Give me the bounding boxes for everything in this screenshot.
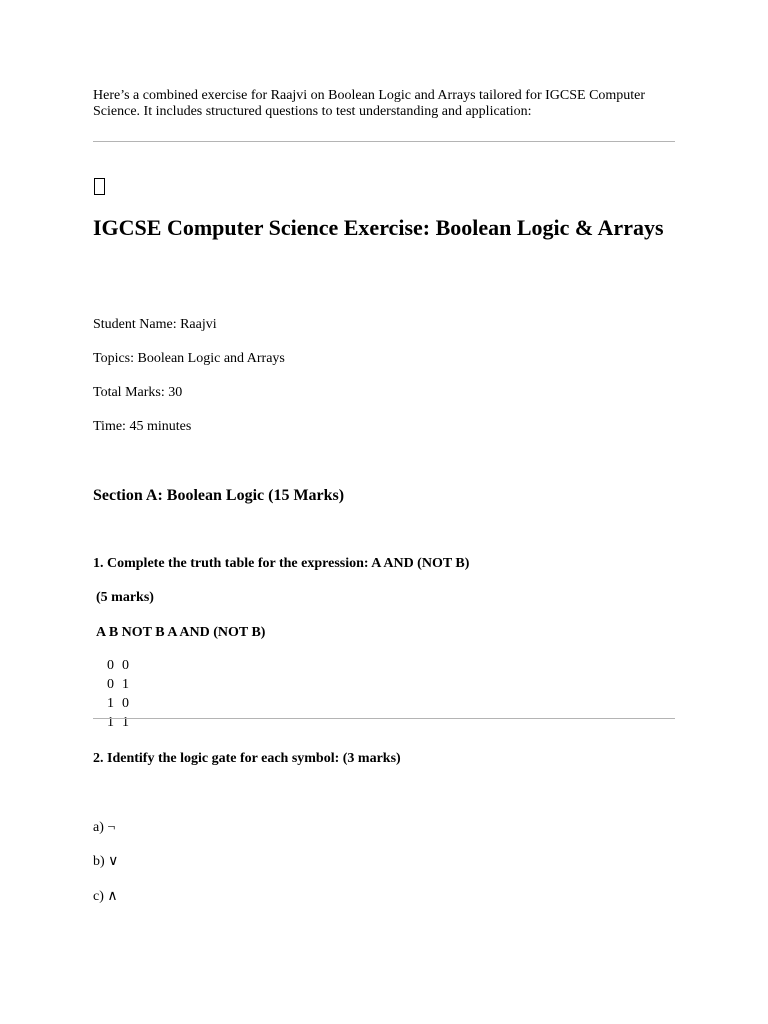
truth-table-cell-b: 1	[122, 677, 129, 692]
truth-table-cell-a: 0	[107, 658, 114, 673]
truth-table-cell-a: 1	[107, 715, 114, 730]
truth-table-header: A B NOT B A AND (NOT B)	[96, 625, 266, 640]
truth-table-cell-b: 0	[122, 696, 129, 711]
question-1-marks: (5 marks)	[96, 590, 154, 605]
time-limit: Time: 45 minutes	[93, 419, 192, 434]
topics: Topics: Boolean Logic and Arrays	[93, 351, 285, 366]
question-2-option	[93, 820, 115, 836]
question-2-option	[93, 889, 118, 905]
option-label: b)	[93, 854, 109, 869]
missing-glyph-icon	[94, 178, 105, 195]
and-symbol: ∧	[107, 889, 118, 904]
option-label: a)	[93, 820, 108, 835]
option-label: c)	[93, 889, 108, 904]
truth-table-cell-a: 1	[107, 696, 114, 711]
truth-table-cell-b: 1	[122, 715, 129, 730]
question-1-prompt: 1. Complete the truth table for the expression: A AND (NOT B)	[93, 556, 470, 571]
question-2-prompt: 2. Identify the logic gate for each symbol: (3 marks)	[93, 751, 401, 766]
total-marks: Total Marks: 30	[93, 385, 183, 400]
section-a-heading: Section A: Boolean Logic (15 Marks)	[93, 487, 345, 504]
truth-table-row	[93, 699, 129, 747]
not-symbol: ¬	[107, 820, 116, 835]
intro-paragraph: Here’s a combined exercise for Raajvi on Boolean Logic and Arrays tailored for IGCSE Computer Science. It includes structured questions to test understanding and application:	[93, 88, 646, 119]
horizontal-rule	[93, 141, 675, 142]
or-symbol: ∨	[108, 854, 119, 869]
page-title: IGCSE Computer Science Exercise: Boolean Logic & Arrays	[93, 215, 664, 240]
truth-table-cell-a: 0	[107, 677, 114, 692]
student-name: Student Name: Raajvi	[93, 317, 217, 332]
question-2-option	[93, 854, 118, 870]
truth-table-cell-b: 0	[122, 658, 129, 673]
horizontal-rule	[93, 718, 675, 719]
